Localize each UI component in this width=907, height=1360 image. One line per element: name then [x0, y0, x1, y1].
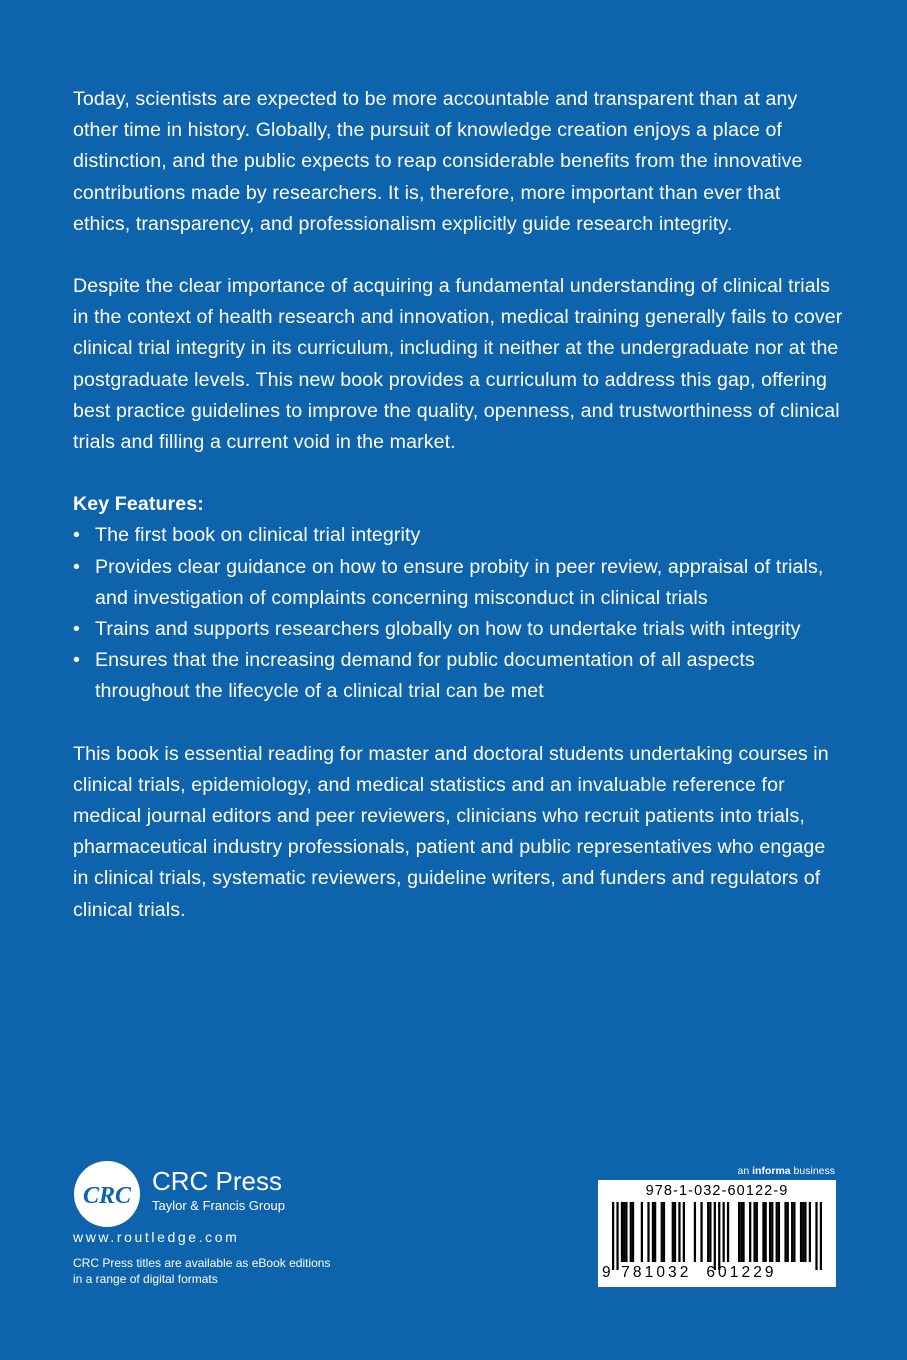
isbn-text: 978-1-032-60122-9: [645, 1183, 789, 1199]
bullet-icon: •: [73, 618, 80, 641]
feature-text: Trains and supports researchers globally on how to undertake trials with integrity: [95, 618, 801, 641]
barcode-bar: [802, 1202, 804, 1262]
barcode-bar: [787, 1202, 789, 1262]
barcode-bar: [765, 1202, 767, 1262]
isbn-group-left: 781032: [621, 1264, 692, 1281]
barcode-bar: [623, 1202, 625, 1262]
barcode-bar: [753, 1202, 755, 1262]
feature-item: [73, 645, 843, 707]
barcode-bar: [707, 1202, 709, 1262]
informa-brand: informa: [752, 1165, 791, 1177]
barcode-bar: [641, 1202, 643, 1262]
barcode-bar: [793, 1202, 795, 1262]
audience-paragraph: This book is essential reading for master and doctoral students undertaking courses in clinical trials, epidemiology, and medical statistics and an invaluable reference for medical journal editors and peer reviewers, clinicians who recruit patients into trials, pharmaceutical industry professionals, patient and public representatives who engage in clinical trials, systematic reviewers, guideline writers, and funders and regulators of clinical trials.: [73, 742, 829, 921]
logo-text: CRC: [82, 1183, 132, 1209]
feature-text: Provides clear guidance on how to ensure probity in peer review, appraisal of trials, and investigation of complaints concerning misconduct in clinical trials: [95, 555, 824, 609]
barcode-bar: [694, 1202, 696, 1262]
key-features-list: [73, 520, 843, 707]
barcode-bar: [663, 1202, 665, 1262]
barcode-bars-icon: [612, 1202, 822, 1270]
barcode-bar: [674, 1202, 676, 1262]
feature-text: Ensures that the increasing demand for public documentation of all aspects throughout the lifecycle of a clinical trial can be met: [95, 649, 755, 703]
barcode-bar: [714, 1202, 716, 1270]
feature-item: [73, 614, 843, 645]
crc-logo-icon: [73, 1160, 141, 1228]
feature-text: The first book on clinical trial integrity: [95, 524, 421, 547]
intro-paragraph: Today, scientists are expected to be more accountable and transparent than at any other time in history. Globally, the pursuit of knowledge creation enjoys a place of distinction, and the public expects to reap considerable benefits from the innovative contributions made by researchers. It is, therefore, more important than ever that ethics, transparency, and professionalism explicitly guide research integrity.: [73, 88, 803, 235]
informa-prefix: an: [737, 1165, 753, 1177]
isbn-first-digit: 9: [602, 1264, 614, 1281]
publisher-group: Taylor & Francis Group: [152, 1198, 285, 1213]
barcode-bar: [718, 1202, 720, 1270]
informa-suffix: business: [790, 1165, 835, 1177]
barcode-bar: [672, 1202, 674, 1262]
barcode-bar: [612, 1202, 614, 1270]
isbn-group-right: 601229: [706, 1264, 777, 1281]
barcode-bar: [630, 1202, 632, 1262]
barcode-bar: [804, 1202, 806, 1262]
feature-item: [73, 552, 843, 614]
ebook-note-line: CRC Press titles are available as eBook editions: [73, 1256, 331, 1270]
barcode-bar: [700, 1202, 702, 1262]
publisher-website[interactable]: www.routledge.com: [73, 1229, 240, 1245]
barcode-bar: [749, 1202, 751, 1262]
barcode-bar: [791, 1202, 793, 1262]
bullet-icon: •: [73, 555, 80, 578]
barcode-bar: [683, 1202, 685, 1262]
blurb: [73, 84, 843, 957]
barcode-bar: [809, 1202, 811, 1262]
barcode-bar: [820, 1202, 822, 1270]
bullet-icon: •: [73, 524, 80, 547]
isbn-barcode: [598, 1180, 836, 1287]
barcode-bar: [652, 1202, 654, 1262]
barcode-bar: [778, 1202, 780, 1262]
barcode-bar: [625, 1202, 627, 1262]
isbn-digits: [602, 1264, 832, 1282]
publisher-name: CRC Press: [152, 1166, 283, 1196]
barcode-bar: [771, 1202, 773, 1262]
barcode-bar: [769, 1202, 771, 1262]
barcode-bar: [621, 1202, 623, 1262]
barcode-bar: [632, 1202, 634, 1262]
gap-paragraph: Despite the clear importance of acquiring a fundamental understanding of clinical trials in the context of health research and innovation, medical training generally fails to cover clinical trial integrity in its curriculum, including it neither at the undergraduate nor at the postgraduate levels. This new book provides a curriculum to address this gap, offering best practice guidelines to improve the quality, openness, and trustworthiness of clinical trials and filling a current void in the market.: [73, 275, 843, 454]
feature-item: [73, 520, 843, 551]
key-features-heading: Key Features:: [73, 493, 204, 516]
barcode-bar: [800, 1202, 802, 1262]
barcode-bar: [762, 1202, 764, 1262]
barcode-bar: [709, 1202, 711, 1262]
barcode-bar: [740, 1202, 742, 1262]
bullet-icon: •: [73, 649, 80, 672]
barcode-bar: [647, 1202, 649, 1262]
ebook-note-line: in a range of digital formats: [73, 1272, 218, 1286]
barcode-bar: [815, 1202, 817, 1270]
barcode-bar: [678, 1202, 680, 1262]
barcode-bar: [738, 1202, 740, 1262]
barcode-bar: [742, 1202, 744, 1262]
informa-tagline: [738, 1165, 835, 1177]
barcode-bar: [723, 1202, 725, 1262]
barcode-bar: [727, 1202, 729, 1262]
barcode-bar: [661, 1202, 663, 1262]
barcode-bar: [784, 1202, 786, 1262]
barcode-bar: [776, 1202, 778, 1262]
ebook-note: [73, 1255, 373, 1287]
barcode-bar: [616, 1202, 618, 1270]
barcode-bar: [654, 1202, 656, 1262]
barcode-bar: [756, 1202, 758, 1262]
